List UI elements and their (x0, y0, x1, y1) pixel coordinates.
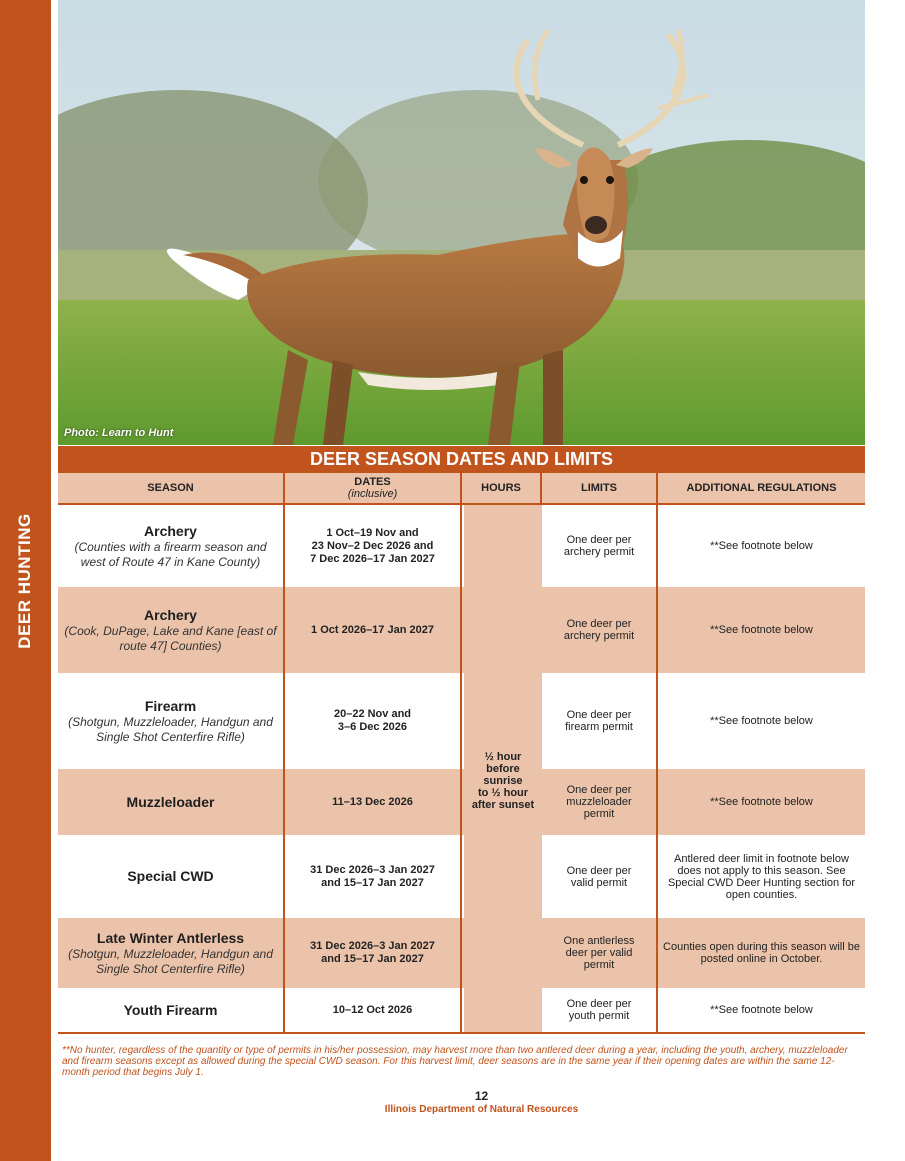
limits-cell: One deer per firearm permit (542, 673, 658, 769)
regulations-cell: **See footnote below (710, 540, 813, 552)
limits-cell: One antlerless deer per valid permit (542, 918, 658, 988)
header-additional-label: ADDITIONAL REGULATIONS (686, 482, 837, 494)
table-row (58, 587, 865, 673)
regulations-cell: Antlered deer limit in footnote below does not apply to this season. See Special CWD Deer Hunting section for open counties. (667, 852, 856, 901)
regulations-cell: **See footnote below (710, 624, 813, 636)
photo-credit: Photo: Learn to Hunt (64, 427, 174, 439)
footnote: **No hunter, regardless of the quantity or type of permits in his/her possession, may harvest more than two antlered deer during a year, including the youth, archery, muzzleloader and firearm seasons except as allowed during the special CWD season. For this harvest limit, deer seasons are in the same year if their opening dates are within the same 12-month period that begins July 1. (62, 1045, 848, 1078)
season-name: Muzzleloader (126, 793, 215, 810)
header-hours (462, 473, 542, 503)
deer-photo (58, 0, 865, 445)
season-note: (Shotgun, Muzzleloader, Handgun and Single Shot Centerfire Rifle) (68, 946, 273, 976)
table-title: DEER SEASON DATES AND LIMITS (58, 446, 865, 473)
season-cell (58, 587, 285, 673)
regulations-cell: **See footnote below (710, 1004, 813, 1016)
section-label: DEER HUNTING (15, 513, 34, 649)
table-row (58, 505, 865, 587)
table-row (58, 988, 865, 1032)
deer-photo-illustration (58, 0, 865, 445)
season-cell (58, 769, 285, 835)
table-row (58, 918, 865, 988)
dates-cell: 1 Oct–19 Nov and 23 Nov–2 Dec 2026 and 7 Dec 2026–17 Jan 2027 (285, 505, 462, 587)
table-header-row (58, 473, 865, 505)
season-cell (58, 835, 285, 918)
header-season-label: SEASON (147, 482, 194, 494)
limits-cell: One deer per valid permit (542, 835, 658, 918)
table-row (58, 835, 865, 918)
dates-cell: 20–22 Nov and 3–6 Dec 2026 (285, 673, 462, 769)
season-cell (58, 988, 285, 1032)
season-cell (58, 505, 285, 587)
season-name: Archery (144, 522, 197, 539)
season-note: (Cook, DuPage, Lake and Kane [east of route 47] Counties) (64, 623, 277, 653)
hours-merged-cell (464, 505, 542, 1032)
table-row (58, 769, 865, 835)
season-cell (58, 918, 285, 988)
header-season (58, 473, 285, 503)
header-limits-label: LIMITS (580, 482, 618, 494)
limits-cell: One deer per archery permit (542, 587, 658, 673)
regulations-cell: **See footnote below (710, 796, 813, 808)
season-name: Special CWD (127, 868, 214, 884)
header-dates-sub: (inclusive) (347, 488, 398, 500)
header-dates-label: DATES (354, 476, 391, 488)
season-cell (58, 673, 285, 769)
header-additional (658, 473, 865, 503)
side-bar (0, 0, 51, 1161)
season-note: (Counties with a firearm season and west of Route 47 in Kane County) (74, 539, 267, 569)
season-name: Firearm (144, 697, 197, 714)
limits-cell: One deer per archery permit (542, 505, 658, 587)
header-hours-label: HOURS (481, 482, 521, 494)
hours-text: ½ hour before sunrise to ½ hour after sunset (471, 750, 535, 811)
regulations-cell: Counties open during this season will be posted online in October. (663, 941, 860, 965)
deer-season-table (58, 446, 865, 1034)
regulations-cell: **See footnote below (710, 715, 813, 727)
department-name: Illinois Department of Natural Resources (384, 1104, 579, 1115)
dates-cell: 1 Oct 2026–17 Jan 2027 (285, 587, 462, 673)
dates-cell: 31 Dec 2026–3 Jan 2027 and 15–17 Jan 2027 (285, 835, 462, 918)
header-dates (285, 473, 462, 503)
season-name: Youth Firearm (123, 1001, 218, 1018)
limits-cell: One deer per youth permit (542, 988, 658, 1032)
page-number: 12 (474, 1089, 489, 1103)
header-limits (542, 473, 658, 503)
season-note: (Shotgun, Muzzleloader, Handgun and Single Shot Centerfire Rifle) (68, 714, 273, 744)
dates-cell: 31 Dec 2026–3 Jan 2027 and 15–17 Jan 2027 (285, 918, 462, 988)
table-row (58, 673, 865, 769)
limits-cell: One deer per muzzleloader permit (542, 769, 658, 835)
dates-cell: 10–12 Oct 2026 (285, 988, 462, 1032)
dates-cell: 11–13 Dec 2026 (285, 769, 462, 835)
season-name: Archery (144, 606, 197, 623)
table-body (58, 505, 865, 1034)
season-name: Late Winter Antlerless (96, 929, 245, 946)
